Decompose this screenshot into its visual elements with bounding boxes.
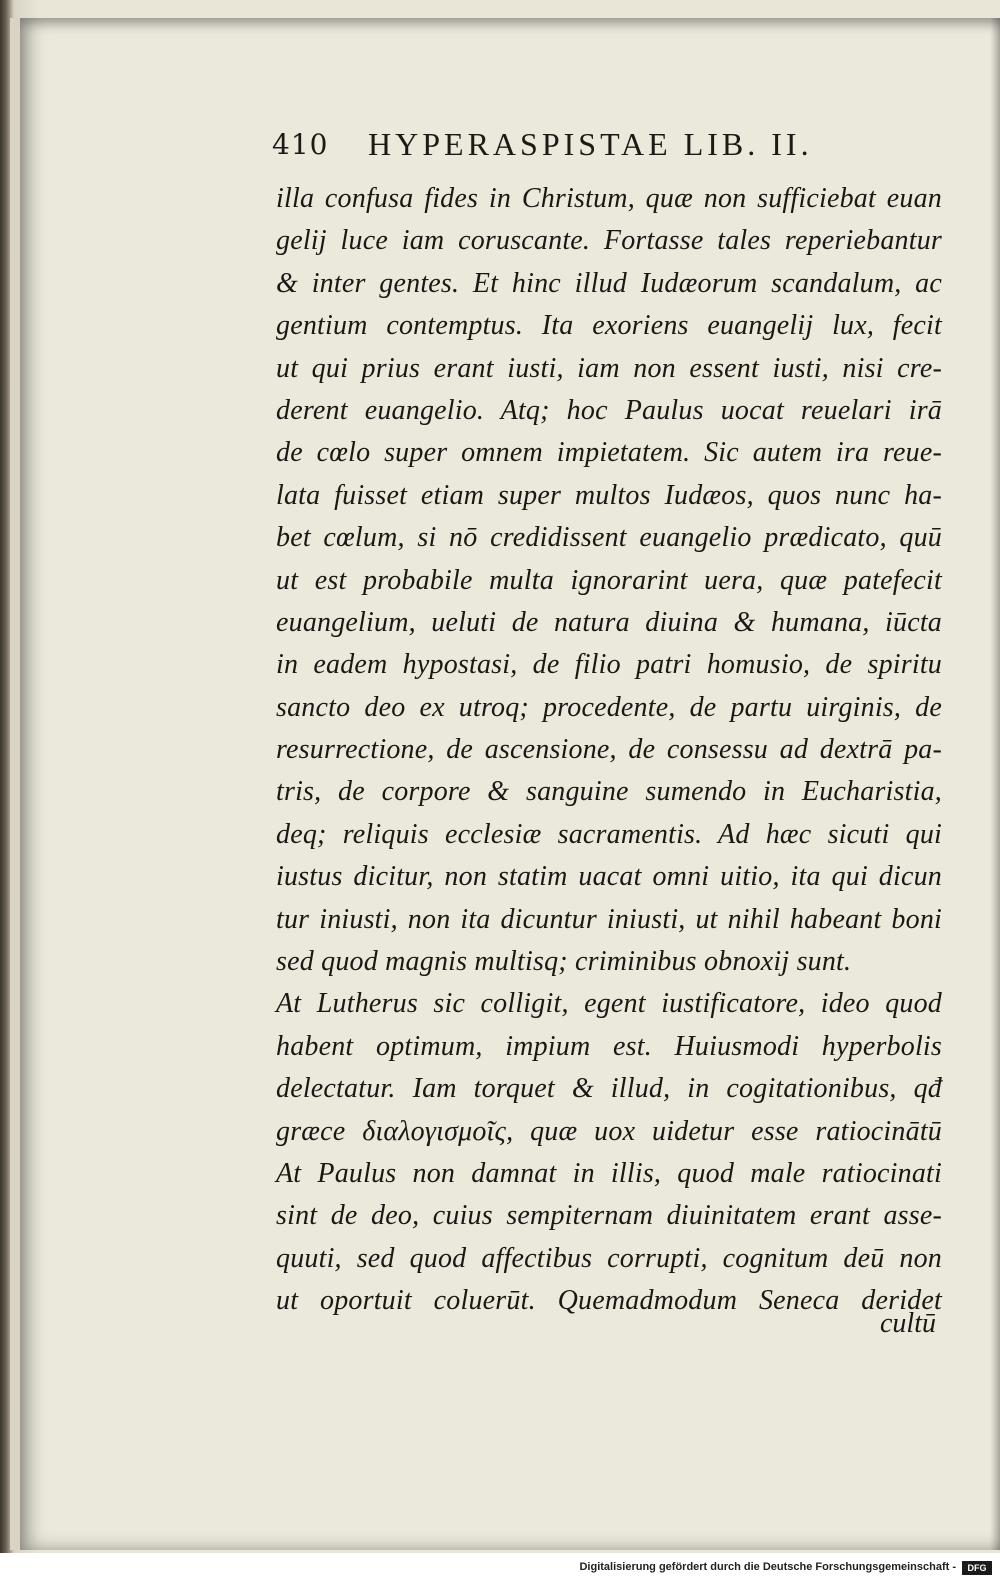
- text-line: tur iniusti, non ita dicuntur iniusti, ut nihil habeant boni: [276, 903, 942, 935]
- text-line: bet cœlum, si nō credidissent euangelio prædicato, quū: [276, 522, 942, 554]
- running-head: [272, 122, 912, 168]
- dfg-logo: DFG: [962, 1561, 992, 1575]
- text-line: delectatur. Iam torquet & illud, in cogitationibus, qđ: [276, 1073, 942, 1105]
- text-line: lata fuisset etiam super multos Iudæos, quos nunc ha-: [276, 479, 942, 511]
- funding-note: Digitalisierung gefördert durch die Deutsche Forschungsgemeinschaft -: [579, 1561, 956, 1573]
- body-text: [276, 178, 942, 1323]
- text-line: gelij luce iam coruscante. Fortasse tales reperiebantur: [276, 225, 942, 257]
- text-line: sed quod magnis multisq; criminibus obnoxij sunt.: [276, 946, 852, 978]
- text-line: At Lutherus sic colligit, egent iustificatore, ideo quod: [276, 988, 942, 1020]
- text-line: iustus dicitur, non statim uacat omni uitio, ita qui dicun: [276, 861, 942, 893]
- text-line: sint de deo, cuius sempiternam diuinitatem erant asse-: [276, 1200, 942, 1232]
- text-line: At Paulus non damnat in illis, quod male ratiocinati: [276, 1157, 942, 1189]
- text-line: græce διαλογισμοῖς, quæ uox uidetur esse ratiocinātū: [276, 1115, 942, 1147]
- funding-footer: [0, 1553, 1000, 1583]
- text-line: quuti, sed quod affectibus corrupti, cognitum deū non: [276, 1242, 942, 1274]
- page-number: 410: [272, 128, 329, 161]
- text-line: euangelium, ueluti de natura diuina & humana, iūcta: [276, 606, 942, 638]
- text-line: & inter gentes. Et hinc illud Iudæorum scandalum, ac: [276, 267, 942, 299]
- text-line: sancto deo ex utroq; procedente, de partu uirginis, de: [276, 691, 942, 723]
- text-line: gentium contemptus. Ita exoriens euangelij lux, fecit: [276, 310, 942, 342]
- text-line: resurrectione, de ascensione, de consessu ad dextrā pa-: [276, 734, 942, 766]
- running-title: HYPERASPISTAE LIB. II.: [368, 126, 813, 162]
- text-line: habent optimum, impium est. Huiusmodi hyperbolis: [276, 1030, 942, 1062]
- catchword: cultū: [880, 1308, 936, 1339]
- text-line: deq; reliquis ecclesiæ sacramentis. Ad hæc sicuti qui: [276, 818, 942, 850]
- text-line: derent euangelio. Atq; hoc Paulus uocat reuelari irā: [276, 394, 942, 426]
- text-line: in eadem hypostasi, de filio patri homusio, de spiritu: [276, 649, 942, 681]
- text-line: ut qui prius erant iusti, iam non essent iusti, nisi cre-: [276, 352, 942, 384]
- text-line: ut oportuit coluerūt. Quemadmodum Seneca deridet: [276, 1285, 942, 1317]
- text-line: ut est probabile multa ignorarint uera, quæ patefecit: [276, 564, 942, 596]
- text-line: tris, de corpore & sanguine sumendo in Eucharistia,: [276, 776, 942, 808]
- text-line: illa confusa fides in Christum, quæ non sufficiebat euan: [276, 183, 942, 214]
- text-line: de cœlo super omnem impietatem. Sic autem ira reue-: [276, 437, 942, 469]
